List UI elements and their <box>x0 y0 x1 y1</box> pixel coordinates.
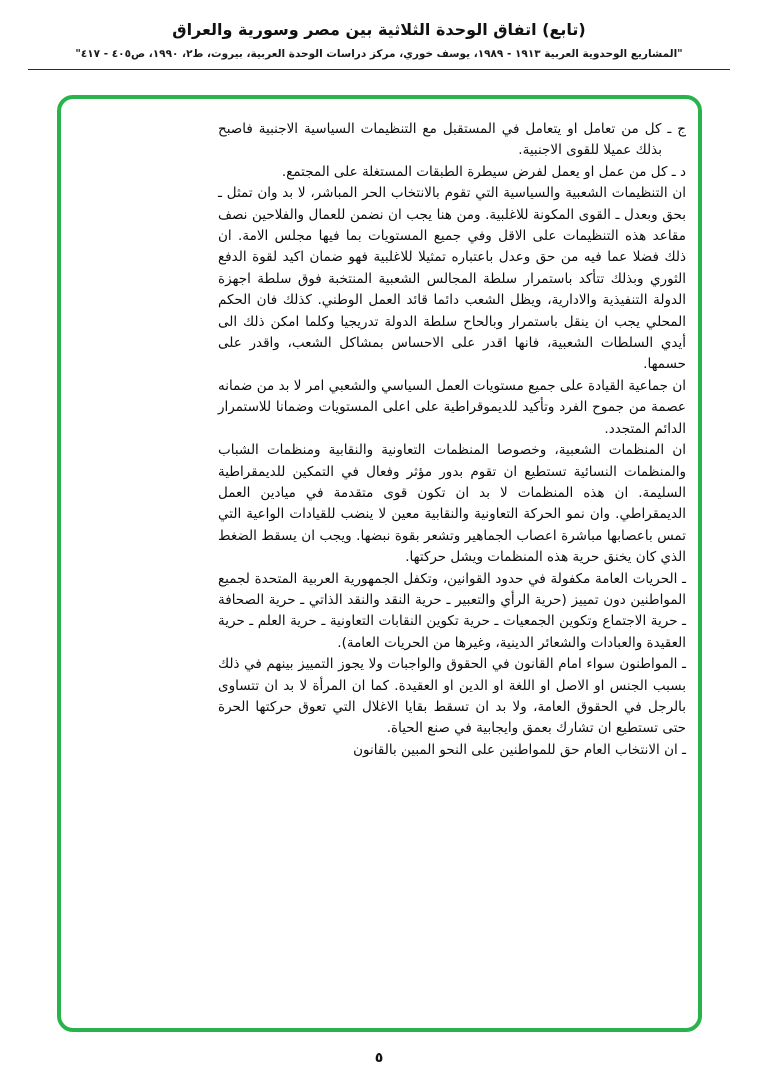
body-text <box>218 119 686 761</box>
paragraph-general-election: ـ ان الانتخاب العام حق للمواطنين على النحو المبين بالقانون <box>353 741 686 758</box>
content-border-box <box>57 95 702 1032</box>
header-divider <box>28 69 730 70</box>
paragraph-mass-organizations: ان المنظمات الشعبية، وخصوصا المنظمات التعاونية والنقابية ومنظمات الشباب والمنظمات النسائية تستطيع ان تقوم بدور مؤثر وفعال في التمكين للديمقراطية السليمة. ان هذه المنظمات لا بد ان تكون قوى متقدمة في ميادين العمل الديمقراطي. وان نمو الحركة التعاونية والنقابية معين لا ينضب للقيادات الواعية التي تمس باعصابها مباشرة اعصاب الجماهير وتشعر بقوة نبضها. ويجب ان يسقط الضغط الذي كان يخنق حرية هذه المنظمات ويشل حركتها. <box>218 442 686 566</box>
citation: "المشاريع الوحدوية العربية ١٩١٣ - ١٩٨٩، يوسف خوري، مركز دراسات الوحدة العربية، بيروت، ط٢، ١٩٩٠، ص٤٠٥ - ٤١٧" <box>75 48 683 60</box>
paragraph-item-j: ج ـ كل من تعامل او يتعامل في المستقبل مع التنظيمات السياسية الاجنبية فاصبح بذلك عميلا للقوى الاجنبية. <box>218 121 686 159</box>
paragraph-equality-before-law: ـ المواطنون سواء امام القانون في الحقوق والواجبات ولا يجوز التمييز بينهم في ذلك بسبب الجنس او الاصل او اللغة او الدين او العقيدة. كما ان المرأة لا بد ان تتساوى بالرجل في الحقوق العامة، ولا بد ان تسقط بقايا الاغلال التي تعوق حركتها الحرة حتى تستطيع ان تشارك بعمق وايجابية في صنع الحياة. <box>218 656 686 737</box>
page-title: (تابع) اتفاق الوحدة الثلاثية بين مصر وسورية والعراق <box>172 20 586 39</box>
paragraph-public-freedoms: ـ الحريات العامة مكفولة في حدود القوانين، وتكفل الجمهورية العربية المتحدة لجميع المواطنين دون تمييز (حرية الرأي والتعبير ـ حرية النقد والنقد الذاتي ـ حرية الصحافة ـ حرية الاجتماع وتكوين الجمعيات ـ حرية تكوين النقابات التعاونية ـ حرية العلم ـ حرية العقيدة والعبادات والشعائر الدينية، وغيرها من الحريات العامة). <box>218 570 686 651</box>
paragraph-item-d: د ـ كل من عمل او يعمل لفرض سيطرة الطبقات المستغلة على المجتمع. <box>281 163 686 180</box>
paragraph-collective-leadership: ان جماعية القيادة على جميع مستويات العمل السياسي والشعبي امر لا بد من ضمانه عصمة من جموح الفرد وتأكيد للديموقراطية على اعلى المستويات وضمانا للاستمرار الدائم المتجدد. <box>218 377 686 437</box>
paragraph-popular-organizations: ان التنظيمات الشعبية والسياسية التي تقوم بالانتخاب الحر المباشر، لا بد وان تمثل ـ بحق وبعدل ـ القوى المكونة للاغلبية. ومن هنا يجب ان نضمن للعمال والفلاحين نصف مقاعد هذه التنظيمات على الاقل وفي جميع المستويات بما فيها مجلس الامة. ان ذلك فضلا عما فيه من حق وعدل باعتباره تمثيلا للاغلبية فهو ضمان اكيد لقوة الدفع الثوري وبذلك تتأكد باستمرار سلطة المجالس الشعبية المنتخبة فوق سلطة اجهزة الدولة التنفيذية والادارية، ويظل الشعب دائما قائد العمل الوطني. كذلك فان الحكم المحلي يجب ان ينقل باستمرار وبالحاح سلطة الدولة تدريجيا وكلما امكن ذلك الى أيدي السلطات الشعبية، فانها اقدر على الاحساس بمشاكل الشعب، واقدر على حسمها. <box>218 185 686 373</box>
page-number: ٥ <box>374 1050 384 1066</box>
